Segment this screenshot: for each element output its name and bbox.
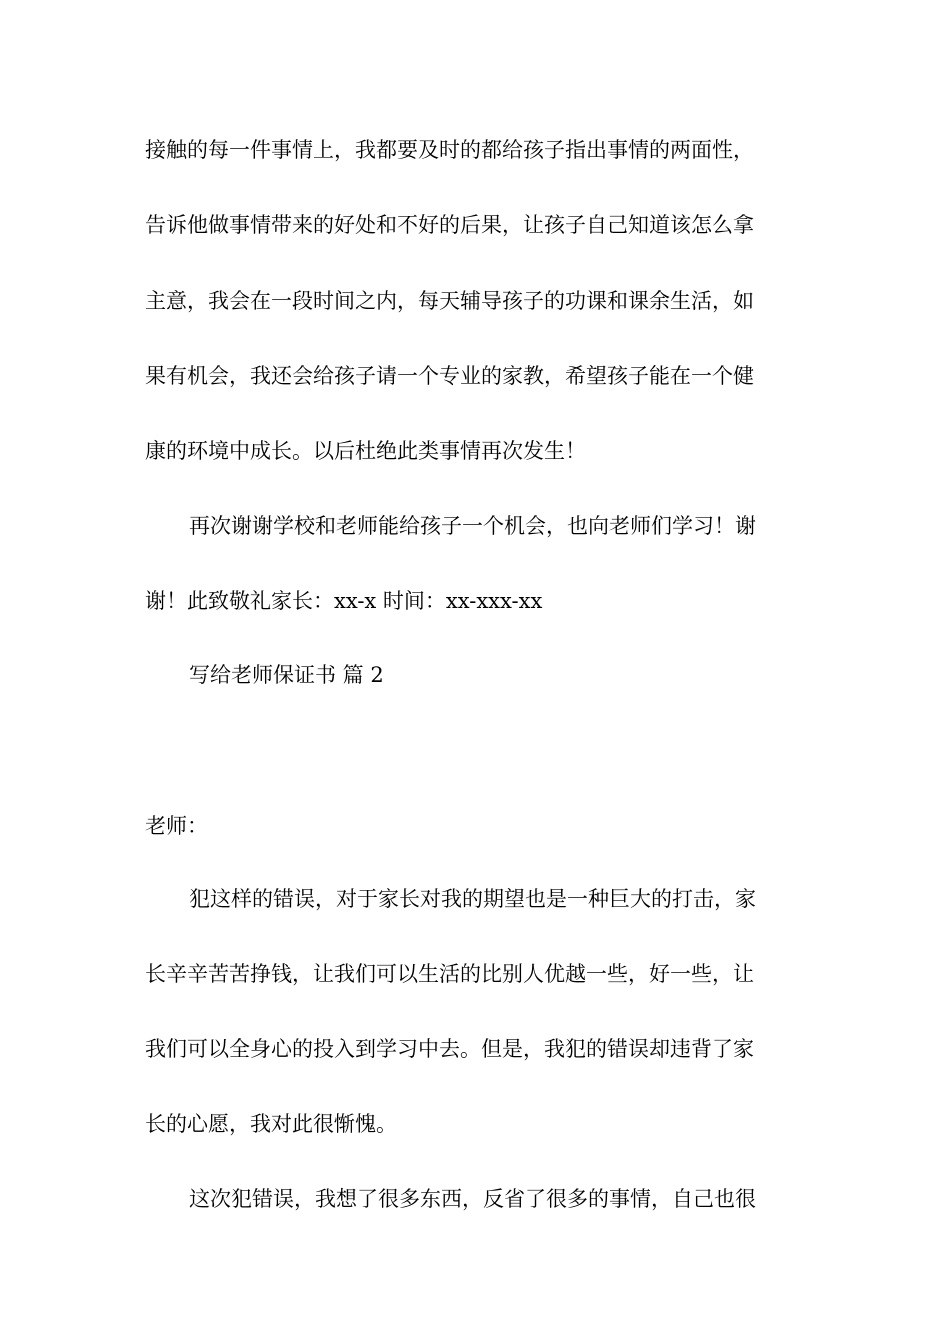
paragraph-line: 接触的每一件事情上，我都要及时的都给孩子指出事情的两面性， bbox=[145, 138, 754, 162]
paragraph-line: 主意，我会在一段时间之内，每天辅导孩子的功课和课余生活，如 bbox=[145, 289, 754, 313]
salutation: 老师： bbox=[145, 814, 208, 838]
paragraph-line: 长的心愿，我对此很惭愧。 bbox=[145, 1112, 397, 1136]
section-heading: 写给老师保证书 篇 2 bbox=[189, 663, 384, 687]
paragraph-line: 我们可以全身心的投入到学习中去。但是，我犯的错误却违背了家 bbox=[145, 1037, 754, 1061]
paragraph-line: 长辛辛苦苦挣钱，让我们可以生活的比别人优越一些，好一些，让 bbox=[145, 962, 754, 986]
paragraph-line: 果有机会，我还会给孩子请一个专业的家教，希望孩子能在一个健 bbox=[145, 364, 754, 388]
paragraph-line: 这次犯错误，我想了很多东西，反省了很多的事情，自己也很 bbox=[189, 1187, 756, 1211]
paragraph-line: 康的环境中成长。以后杜绝此类事情再次发生！ bbox=[145, 439, 586, 463]
paragraph-line: 再次谢谢学校和老师能给孩子一个机会，也向老师们学习！谢 bbox=[189, 514, 756, 538]
paragraph-line: 告诉他做事情带来的好处和不好的后果，让孩子自己知道该怎么拿 bbox=[145, 213, 754, 237]
paragraph-line: 谢！此致敬礼家长：xx-x 时间：xx-xxx-xx bbox=[145, 589, 543, 613]
paragraph-line: 犯这样的错误，对于家长对我的期望也是一种巨大的打击，家 bbox=[189, 887, 756, 911]
